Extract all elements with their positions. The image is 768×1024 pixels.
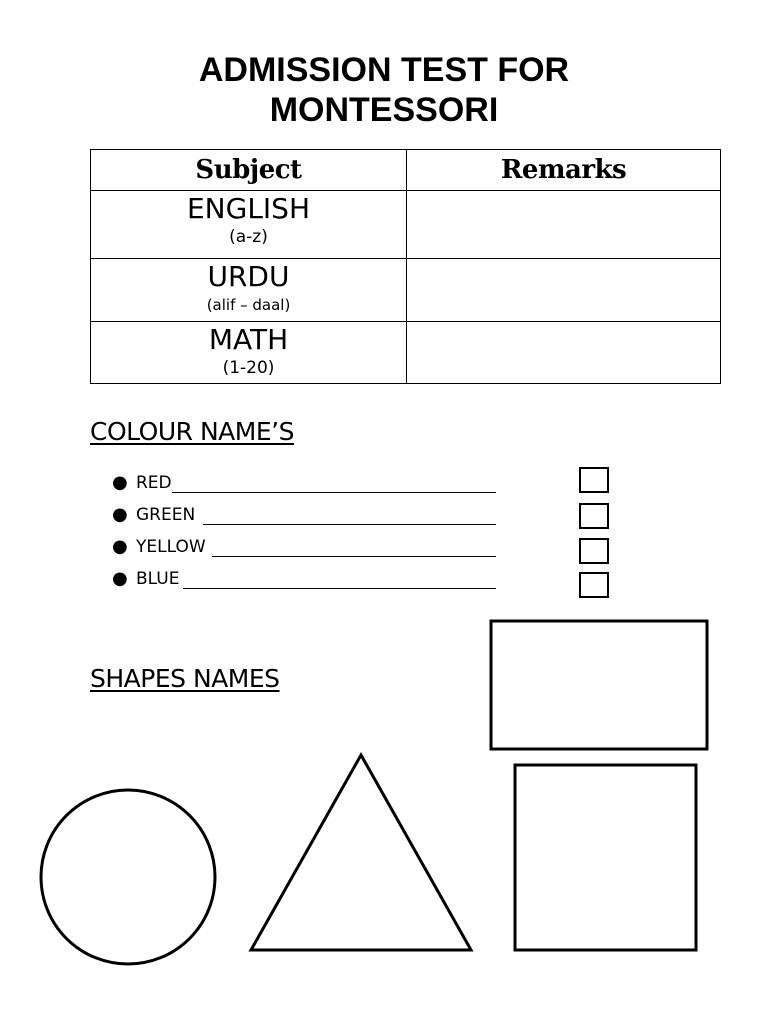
circle-shape xyxy=(41,790,215,964)
subject-range: (1-20) xyxy=(222,358,275,378)
bullet-icon: ● xyxy=(112,536,128,557)
header-remarks: Remarks xyxy=(407,150,721,191)
title-line-1: ADMISSION TEST FOR xyxy=(198,51,570,89)
subject-range: (alif – daal) xyxy=(206,296,291,314)
header-subject: Subject xyxy=(91,150,407,191)
title-line-2: MONTESSORI xyxy=(269,91,499,129)
colour-label: RED xyxy=(136,473,172,493)
subject-name: MATH xyxy=(208,323,289,356)
colour-label: BLUE xyxy=(136,569,180,589)
shapes-names-heading: SHAPES NAMES xyxy=(90,664,280,693)
square-shape xyxy=(515,765,696,950)
subject-range: (a-z) xyxy=(229,227,268,247)
bullet-icon: ● xyxy=(112,472,128,493)
bullet-icon: ● xyxy=(112,504,128,525)
subject-name: ENGLISH xyxy=(186,192,311,225)
colour-label: GREEN xyxy=(136,505,196,525)
triangle-shape xyxy=(251,755,471,950)
colour-names-heading: COLOUR NAME’S xyxy=(90,417,294,446)
rectangle-shape xyxy=(491,621,707,749)
subject-name: URDU xyxy=(207,260,290,293)
colour-label: YELLOW xyxy=(136,537,206,557)
bullet-icon: ● xyxy=(112,568,128,589)
